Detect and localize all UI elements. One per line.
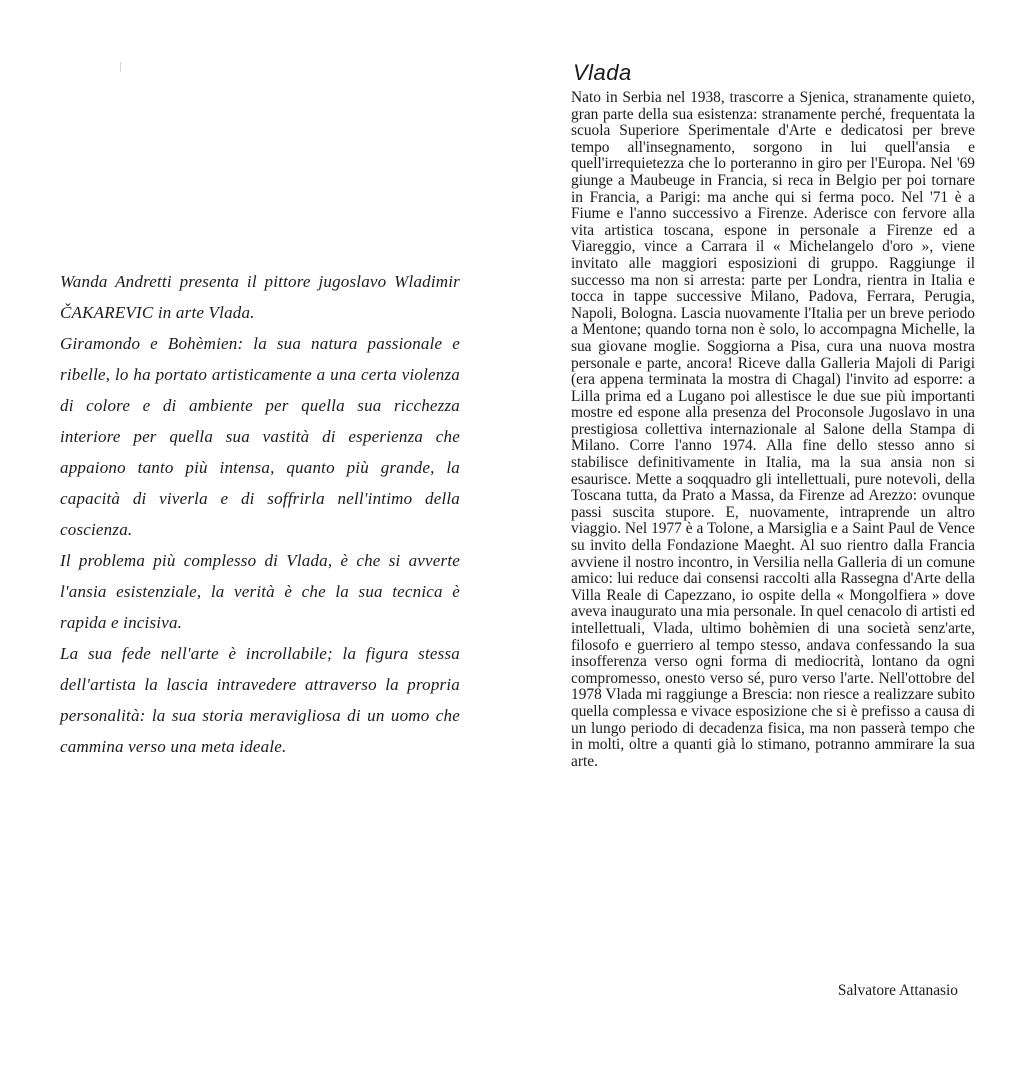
intro-paragraph: La sua fede nell'arte è incrollabile; la figura stessa dell'artista la lascia intravedere attraverso la propria personalità: la sua storia meravigliosa di un uomo che cammina verso una meta ideale. (60, 644, 460, 756)
biography-text: Nato in Serbia nel 1938, trascorre a Sjenica, stranamente quieto, gran parte della sua esistenza: stranamente perché, frequentata la scuola Superiore Sperimentale d'Arte e dedicatosi per breve tempo all'insegnamento, sorgono in lui quell'ansia e quell'irrequietezza che lo porteranno in giro per l'Europa. Nel '69 giunge a Maubeuge in Francia, si reca in Belgio per poi tornare in Francia, a Parigi: ma anche qui si ferma poco. Nel '71 è a Fiume e l'anno successivo a Firenze. Aderisce con fervore alla vita artistica toscana, espone in personale a Firenze ed a Viareggio, vince a Carrara il « Michelangelo d'oro », viene invitato alle maggiori esposizioni di gruppo. Raggiunge il successo ma non si arresta: parte per Londra, rientra in Italia e tocca in tappe successive Milano, Padova, Ferrara, Perugia, Napoli, Bologna. Lascia nuovamente l'Italia per un breve periodo a Mentone; quando torna non è solo, lo accompagna Michelle, la sua giovane moglie. Soggiorna a Pisa, cura una nuova mostra personale e parte, ancora! Riceve dalla Galleria Majoli di Parigi (era appena terminata la mostra di Chagal) l'invito ad esporre: a Lilla prima ed a Lugano poi allestisce le due sue più importanti mostre ed espone alla presenza del Proconsole Jugoslavo in una prestigiosa collettiva internazionale al Salone della Stampa di Milano. Corre l'anno 1974. Alla fine dello stesso anno si stabilisce definitivamente in Italia, ma la sua ansia non si esaurisce. Mette a soqquadro gli intellettuali, pure notevoli, della Toscana tutta, da Prato a Massa, da Firenze ad Arezzo: ovunque passi suscita stupore. E, nuovamente, intraprende un altro viaggio. Nel 1977 è a Tolone, a Marsiglia e a Saint Paul de Vence su invito della Fondazione Maeght. Al suo rientro dalla Francia avviene il nostro incontro, in Versilia nella Galleria di un comune amico: lui reduce dai consensi raccolti alla Rassegna d'Arte della Villa Reale di Capezzano, io ospite della « Mongolfiera » dove aveva inaugurato una mia personale. In quel cenacolo di artisti ed intellettuali, Vlada, ultimo bohèmien di una società senz'arte, filosofo e guerriero al tempo stesso, andava confessando la sua insofferenza verso ogni forma di mediocrità, lontano da ogni compromesso, onesto verso sé, puro verso l'arte. Nell'ottobre del 1978 Vlada mi raggiunge a Brescia: non riesce a realizzare subito quella complessa e vivace esposizione che si è prefisso a causa di un lungo periodo di decadenza fisica, ma non passerà tempo che in molti, oltre a quanti già lo stimano, potranno ammirare la sua arte. (571, 89, 975, 770)
author-signature: Salvatore Attanasio (837, 982, 958, 999)
intro-paragraph: Wanda Andretti presenta il pittore jugoslavo Wladimir ČAKAREVIC in arte Vlada. (60, 272, 460, 322)
page-title: Vlada (573, 60, 632, 85)
intro-paragraph: Il problema più complesso di Vlada, è che si avverte l'ansia esistenziale, la verità è che la sua tecnica è rapida e incisiva. (60, 551, 460, 632)
introduction-text (60, 266, 460, 762)
paper-speck (120, 62, 121, 72)
intro-paragraph: Giramondo e Bohèmien: la sua natura passionale e ribelle, lo ha portato artisticamente a una certa violenza di colore e di ambiente per quella sua ricchezza interiore per quella sua vastità di esperienza che appaiono tanto più intensa, quanto più grande, la capacità di viverla e di soffrirla nell'intimo della coscienza. (60, 334, 460, 539)
